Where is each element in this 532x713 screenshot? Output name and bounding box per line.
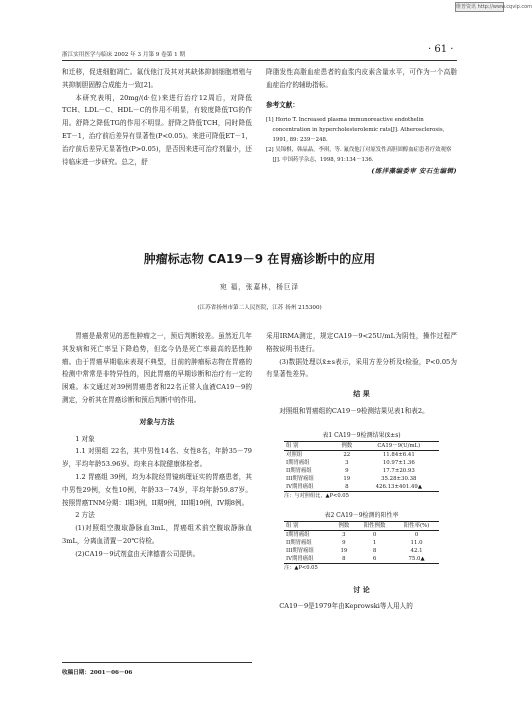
table-header-cell: CA19－9(U/mL) (359, 441, 439, 450)
discussion-heading: 讨 论 (353, 584, 370, 594)
table-cell: III期胃癌组 (286, 547, 314, 554)
table-cell: 19 (343, 475, 351, 482)
table-cell: 9 (342, 539, 346, 546)
table-cell: 10.97±1.36 (382, 459, 415, 466)
table-cell: 35.28±30.38 (381, 475, 417, 482)
intro-paragraph: 胃癌是最常见的恶性肿瘤之一，预后判断较差。虽然近几年其发病和死亡率呈下降趋势，但迄今仍是死亡率最高的恶性肿瘤。由于胃癌早期临床表现不典型，目前的肿瘤标志物在胃癌的检测中常常是非特异性的，因此胃癌的早期诊断和治疗有一定的困难。本文通过对39例胃癌患者和22名正常人血液CA19－9的测定，分析其在胃癌诊断和预后判断中的作用。 (62, 332, 252, 404)
prev-paragraph: 和迁移，促进细胞凋亡。氟伐他汀及其对其缺体抑制细胞增殖与其抑制胆固醇合成能力一致[2]。 (62, 68, 252, 89)
reference-item: [1] Horio T. Increased plasma immunoreactive endothelin concentration in hypercholesterolemic rats[J]. Atherosclerosis, 1991, 89: 239－248. (266, 116, 445, 143)
results-paragraph: 对照组和胃癌组的CA19－9检测结果见表1和表2。 (279, 407, 429, 416)
table-cell: 11.84±6.41 (382, 451, 415, 458)
table-cell: III期胃癌组 (286, 475, 314, 482)
article-affiliation: (江苏省扬州市第二人民医院，江苏 扬州 215300) (197, 305, 322, 311)
table-header-cell: 阳性例数 (355, 521, 394, 530)
table1 (284, 441, 439, 492)
prev-paragraph: 本研究表明，20mg/(d·位)来进行治疗12周后，对降低TCH、LDL－C、HDL－C的作用不明显，有较度降低TG的作用。舒降之降低TG的作用不明显。舒降之降低TCH，同时降低ET－1，治疗前后差异有显著性(P<0.05)。来进可降低ET－1，治疗前后差异无显著性(P>0.05)，是否因来进可治疗剂量小，还待临床进一步研究。总之，舒 (62, 93, 252, 166)
table-cell: 19 (340, 547, 348, 554)
table-header-cell: 例数 (333, 521, 356, 530)
table-cell: 0 (414, 531, 419, 538)
discussion-paragraph: CA19－9是1979年由Keprowski等人用人的 (279, 601, 413, 610)
subsection-heading: 1 对象 (75, 434, 95, 443)
table-row (284, 450, 439, 459)
table-row (284, 467, 439, 475)
table-cell: 3 (345, 459, 349, 466)
subsection-heading: 2 方法 (75, 511, 95, 520)
editor-note: (练洋藻编委审 安石生编辑) (371, 166, 457, 175)
table-row (284, 547, 439, 555)
article-left-column (62, 330, 252, 561)
table-cell: 8 (333, 555, 356, 564)
table2-note: 注：▲P<0.05 (284, 564, 318, 571)
table-cell: 22 (343, 451, 351, 458)
table2-caption: 表2 CA19－9检测的阳性率 (324, 511, 399, 519)
table-cell: 75.0▲ (394, 555, 439, 564)
article-right-column (266, 330, 457, 613)
table-cell: 8 (335, 483, 359, 492)
prev-paragraph-right: 降脂发性高脂血症患者的血浆内皮素含量水平，可作为一个高脂血症治疗的辅助指标。 (266, 68, 457, 89)
header-rule (62, 60, 457, 61)
table-cell: 11.0 (410, 539, 423, 546)
article-authors: 宛 福，张嘉林，杨巨泽 (219, 283, 300, 291)
table-cell: 对照组 (286, 451, 303, 458)
table-cell: IV期胃癌组 (284, 483, 335, 492)
table-cell: II期胃癌组 (286, 539, 312, 546)
table1-note: 注：与对照组比，▲P<0.05 (284, 492, 349, 499)
table-cell: I期胃癌组 (286, 459, 310, 466)
watermark: 维普资讯 http://www.cqvip.com (456, 4, 532, 10)
article-title: 肿瘤标志物 CA19－9 在胃癌诊断中的应用 (143, 252, 376, 266)
table-cell: 426.13±401.49▲ (359, 483, 439, 492)
references-heading: 参考文献： (266, 100, 299, 109)
table1-caption: 表1 CA19－9检测结果(x̄±s) (322, 431, 401, 439)
table-header-row (284, 441, 439, 450)
methods-heading: 对象与方法 (139, 416, 175, 426)
journal-header: 浙江实用医学与临床 2002 年 3 月第 9 卷第 1 期 (62, 52, 186, 58)
table-cell: 1 (372, 539, 377, 546)
table-header-cell: 组 别 (284, 521, 333, 530)
table-cell: IV期胃癌组 (284, 555, 333, 564)
method-paragraph: (3)数据处理以x̄±s表示，采用方差分析及t检验，P<0.05为有显著性差异。 (266, 357, 457, 379)
table-row (284, 483, 439, 492)
table-cell: 8 (372, 547, 377, 554)
method-paragraph: 1.2 胃癌组 39例，均为本院经胃镜病理证实的胃癌患者，其中男性29例，女性10例，年龄33－74岁，平均年龄59.87岁。按照胃癌TNM分期：I期3例，II期9例，III期19例，IV期8例。 (62, 472, 252, 507)
method-paragraph: (1)对照组空腹取静脉血3mL，胃癌组术前空腹取静脉血3mL，分离血清置－20℃待检。 (62, 524, 252, 545)
table-cell: I期胃癌组 (286, 531, 310, 538)
references-list (266, 115, 457, 165)
reference-item: [2] 吴锦棋，韩晶晶，李琪，等. 氟伐他汀对原发性高胆固醇血症患者疗效观察[J]. 中国药学杂志，1998, 91:134－136. (266, 146, 452, 163)
table-row (284, 555, 439, 564)
prev-article-right-column (266, 66, 457, 175)
results-heading: 结 果 (353, 389, 370, 399)
page-number: · 61 · (428, 44, 454, 55)
table-cell: 3 (342, 531, 346, 538)
table-header-cell: 例数 (335, 441, 359, 450)
table2 (284, 521, 439, 564)
table-header-row (284, 521, 439, 530)
table-cell: 42.1 (410, 547, 423, 554)
table-row (284, 530, 439, 539)
table-row (284, 539, 439, 547)
table-row (284, 459, 439, 467)
table-cell: 6 (355, 555, 394, 564)
table-row (284, 475, 439, 483)
table2-wrap (266, 521, 457, 571)
footer-rule (62, 662, 252, 663)
table-cell: 0 (372, 531, 377, 538)
received-date: 收稿日期：2001－06－06 (62, 670, 133, 676)
table-header-cell: 阳性率(%) (394, 521, 439, 530)
table1-wrap (266, 441, 457, 499)
method-paragraph: 1.1 对照组 22名，其中男性14名、女性8名，年龄35－79岁，平均年龄53.96岁。均来自本院健康体检者。 (62, 447, 252, 469)
table-cell: II期胃癌组 (286, 467, 312, 474)
method-paragraph: 采用IRMA测定，规定CA19－9<25U/mL为阴性，操作过程严格按说明书进行。 (266, 332, 457, 353)
table-header-cell: 组 别 (284, 441, 335, 450)
table-cell: 17.7±20.93 (382, 467, 415, 474)
method-paragraph: (2)CA19－9试剂盒由天津德普公司提供。 (75, 549, 200, 558)
prev-article-left-column (62, 66, 252, 168)
table-cell: 9 (345, 467, 349, 474)
